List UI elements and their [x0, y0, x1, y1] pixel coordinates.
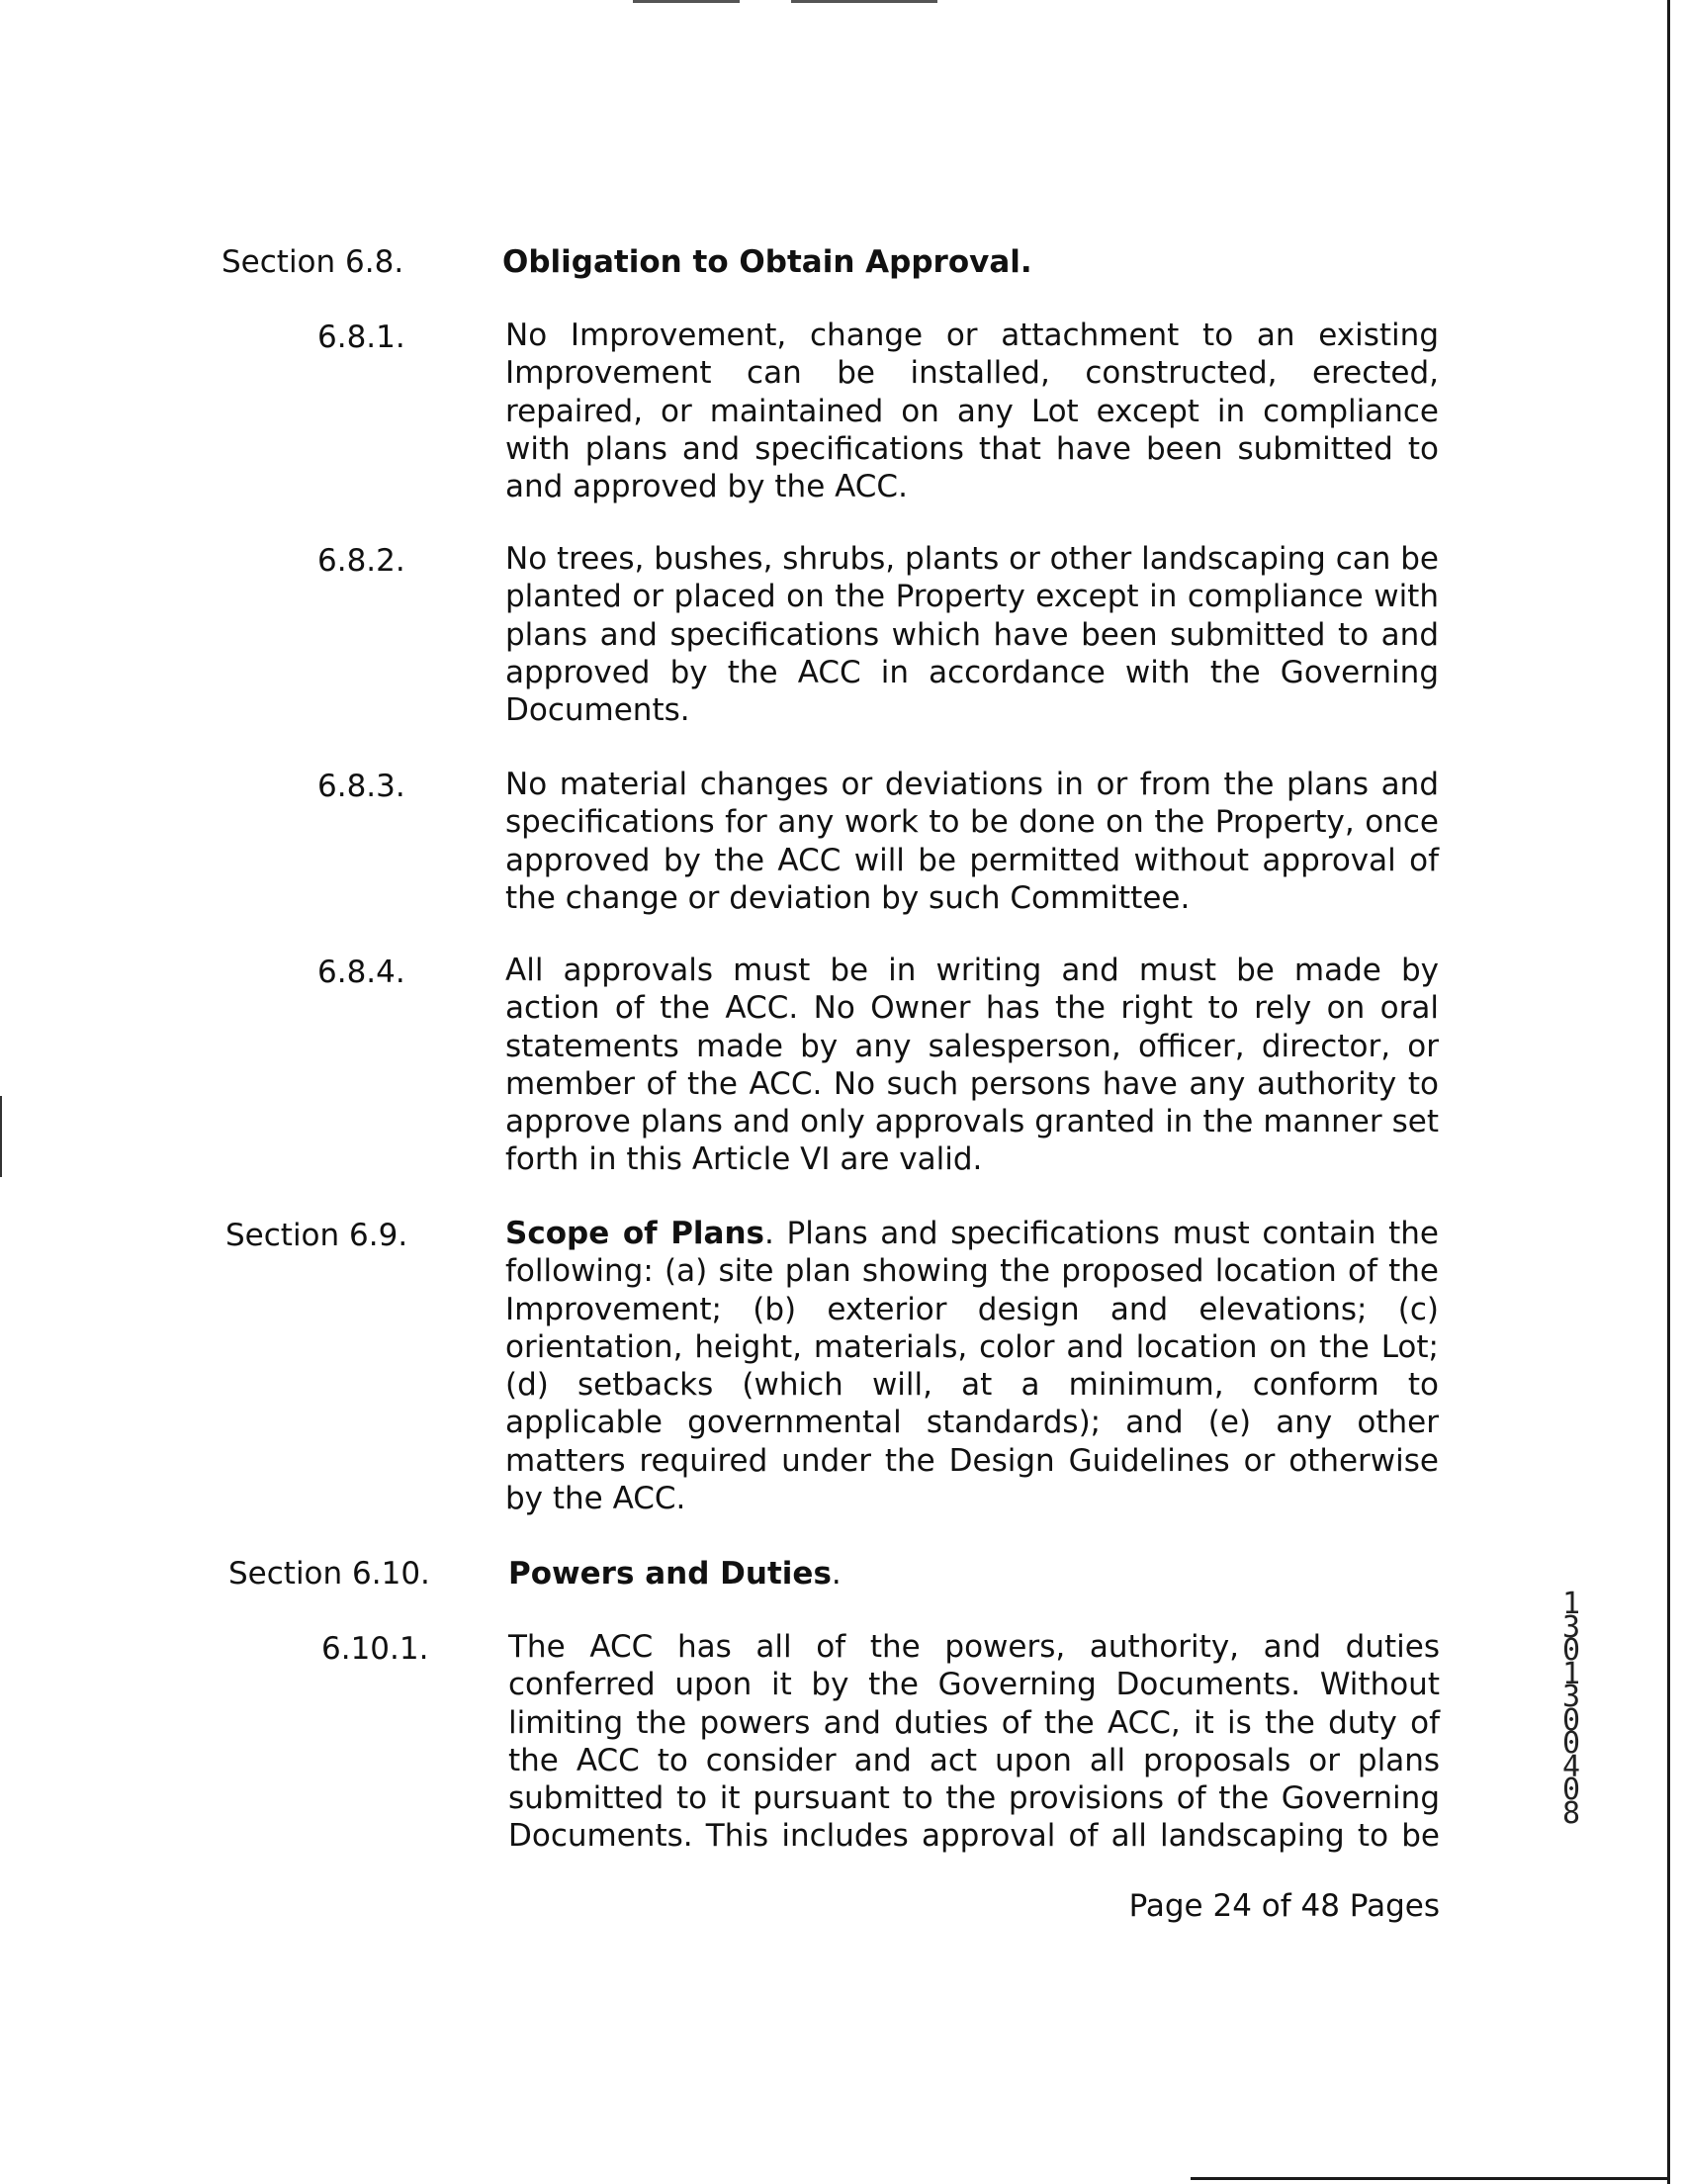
scan-mark-top-2	[791, 0, 937, 3]
recording-stamp: 13013 00408	[1561, 1587, 1581, 1831]
subsection-6-8-2-text: No trees, bushes, shrubs, plants or other landscaping can be planted or placed on the Property except in compliance with plans and specifications which have been submitted to and approved by the ACC in accordance with the Governing Documents.	[505, 541, 1440, 729]
subsection-6-8-4-text: All approvals must be in writing and must be made by action of the ACC. No Owner has the right to rely on oral statements made by any salesperson, officer, director, or member of the ACC. No such persons have any authority to approve plans and only approvals granted in the manner set forth in this Article VI are valid.	[505, 953, 1439, 1178]
section-6-9-label: Section 6.9.	[225, 1218, 408, 1253]
scan-mark-top-1	[633, 0, 740, 3]
subsection-6-8-4-number: 6.8.4.	[317, 955, 405, 990]
page-edge-right	[1667, 0, 1670, 2184]
section-6-8-label: Section 6.8.	[222, 244, 404, 280]
subsection-6-8-3-text: No material changes or deviations in or from the plans and specifications for any work to be done on the Property, once approved by the ACC will be permitted without approval of the change or deviation by such Committee.	[505, 767, 1439, 916]
subsection-6-8-1-number: 6.8.1.	[317, 319, 405, 355]
section-6-9-title: Scope of Plans	[505, 1216, 764, 1251]
section-6-10-label: Section 6.10.	[228, 1556, 430, 1592]
scan-mark-left	[0, 1096, 2, 1177]
subsection-6-10-1-text: The ACC has all of the powers, authority, and duties conferred upon it by the Governing Documents. Without limiting the powers and duties of the ACC, it is the duty of the ACC to consider and act upon all proposals or plans submitted to it pursuant to the provisions of the Governing Documents. This includes approval of all landscaping to be	[508, 1629, 1440, 1855]
subsection-6-8-2-number: 6.8.2.	[317, 543, 405, 579]
section-6-8-title: Obligation to Obtain Approval.	[502, 244, 1032, 280]
subsection-6-8-1-text: No Improvement, change or attachment to an existing Improvement can be installed, constructed, erected, repaired, or maintained on any Lot except in compliance with plans and specifications that have been submitted to and approved by the ACC.	[505, 318, 1439, 505]
section-6-9-body: . Plans and specifications must contain the following: (a) site plan showing the proposed location of the Improvement; (b) exterior design and elevations; (c) orientation, height, materials, color and location on the Lot; (d) setbacks (which will, at a minimum, conform to applicable governmental standards); and (e) any other matters required under the Design Guidelines or otherwise by the ACC.	[505, 1216, 1440, 1517]
section-6-9-text	[505, 1215, 1439, 1517]
subsection-6-8-3-number: 6.8.3.	[317, 769, 405, 804]
page-edge-bottom	[1191, 2177, 1669, 2180]
section-6-10-title: Powers and Duties	[508, 1556, 832, 1592]
subsection-6-10-1-number: 6.10.1.	[321, 1631, 429, 1667]
section-6-10-heading	[508, 1555, 842, 1592]
section-6-10-title-suffix: .	[831, 1556, 842, 1592]
page-number: Page 24 of 48 Pages	[1128, 1888, 1440, 1924]
